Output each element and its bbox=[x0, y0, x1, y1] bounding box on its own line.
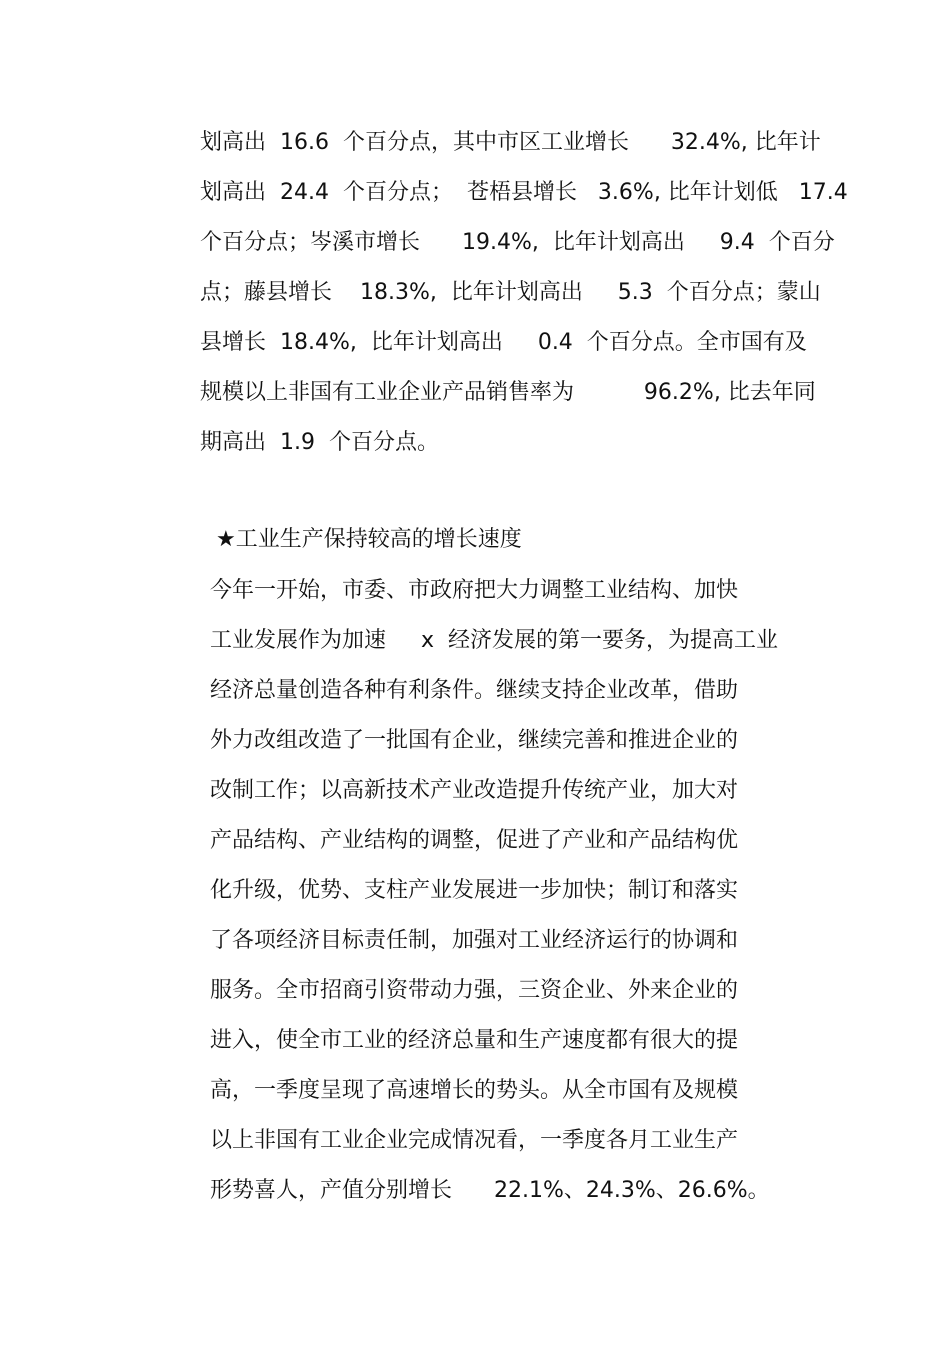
text-line: 县增长 18.4%, 比年计划高出 0.4 个百分点。全市国有及 bbox=[200, 330, 807, 355]
text-line: 今年一开始，市委、市政府把大力调整工业结构、加快 bbox=[210, 578, 739, 603]
text-line: 进入，使全市工业的经济总量和生产速度都有很大的提 bbox=[210, 1028, 739, 1053]
text-line: 改制工作；以高新技术产业改造提升传统产业，加大对 bbox=[210, 778, 739, 803]
text-line: 服务。全市招商引资带动力强，三资企业、外来企业的 bbox=[210, 978, 739, 1003]
text-line: 规模以上非国有工业企业产品销售率为 96.2%, 比去年同 bbox=[200, 380, 816, 405]
text-line: 高，一季度呈现了高速增长的势头。从全市国有及规模 bbox=[210, 1078, 739, 1103]
text-line: 划高出 24.4 个百分点； 苍梧县增长 3.6%, 比年计划低 17.4 bbox=[200, 180, 848, 205]
text-line: 工业发展作为加速 x 经济发展的第一要务，为提高工业 bbox=[210, 628, 778, 653]
text-line: 个百分点；岑溪市增长 19.4%, 比年计划高出 9.4 个百分 bbox=[200, 230, 835, 255]
section-heading: ★工业生产保持较高的增长速度 bbox=[216, 527, 522, 552]
text-line: 产品结构、产业结构的调整，促进了产业和产品结构优 bbox=[210, 828, 739, 853]
text-line: 以上非国有工业企业完成情况看，一季度各月工业生产 bbox=[210, 1128, 739, 1153]
text-line: 形势喜人，产值分别增长 22.1%、24.3%、26.6%。 bbox=[210, 1178, 770, 1203]
text-line: 外力改组改造了一批国有企业，继续完善和推进企业的 bbox=[210, 728, 739, 753]
text-line: 划高出 16.6 个百分点，其中市区工业增长 32.4%, 比年计 bbox=[200, 130, 821, 155]
paragraph-industrial-growth-by-county bbox=[200, 118, 848, 468]
text-line: 经济总量创造各种有利条件。继续支持企业改革，借助 bbox=[210, 678, 739, 703]
text-line: 化升级，优势、支柱产业发展进一步加快；制订和落实 bbox=[210, 878, 739, 903]
text-line: 点；藤县增长 18.3%, 比年计划高出 5.3 个百分点；蒙山 bbox=[200, 280, 821, 305]
text-line: 期高出 1.9 个百分点。 bbox=[200, 430, 439, 455]
text-line: 了各项经济目标责任制，加强对工业经济运行的协调和 bbox=[210, 928, 739, 953]
paragraph-industrial-production bbox=[210, 566, 810, 1216]
